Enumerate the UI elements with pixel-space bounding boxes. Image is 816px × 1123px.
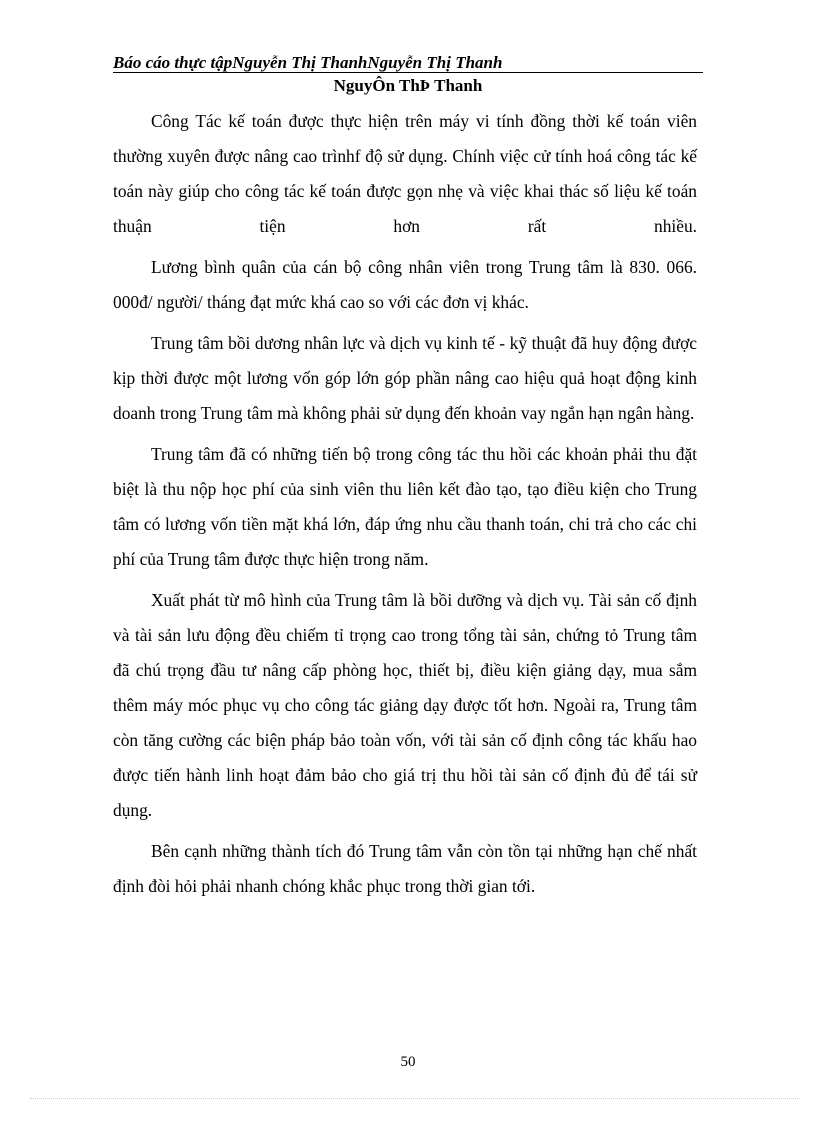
page-bottom-divider	[30, 1098, 800, 1099]
header-author: NguyÔn ThÞ Thanh	[333, 76, 483, 95]
paragraph-6: Bên cạnh những thành tích đó Trung tâm vẫn còn tồn tại những hạn chế nhất định đòi hỏi phải nhanh chóng khắc phục trong thời gian tới.	[113, 841, 697, 896]
page-header	[113, 54, 703, 73]
paragraph-4: Trung tâm đã có những tiến bộ trong công tác thu hồi các khoản phải thu đặt biệt là thu nộp học phí của sinh viên thu liên kết đào tạo, tạo điều kiện cho Trung tâm có lương vốn tiền mặt khá lớn, đáp ứng nhu cầu thanh toán, chi trả cho các chi phí của Trung tâm được thực hiện trong năm.	[113, 444, 697, 569]
paragraph-1: Công Tác kế toán được thực hiện trên máy vi tính đồng thời kế toán viên thường xuyên được nâng cao trìnhf độ sử dụng. Chính việc cử tính hoá công tác kế toán này giúp cho công tác kế toán được gọn nhẹ và việc khai thác số liệu kế toán thuận tiện hơn rất nhiều.	[113, 111, 697, 236]
body-text	[113, 104, 697, 910]
paragraph-5: Xuất phát từ mô hình của Trung tâm là bồi dưỡng và dịch vụ. Tài sản cố định và tài sản lưu động đều chiếm tỉ trọng cao trong tổng tài sản, chứng tỏ Trung tâm đã chú trọng đầu tư nâng cấp phòng học, thiết bị, điều kiện giảng dạy, mua sắm thêm máy móc phục vụ cho công tác giảng dạy được tốt hơn. Ngoài ra, Trung tâm còn tăng cường các biện pháp bảo toàn vốn, với tài sản cố định công tác khấu hao được tiến hành linh hoạt đảm bảo cho giá trị thu hồi tài sản cố định đủ để tái sử dụng.	[113, 590, 697, 820]
page-number: 50	[400, 1054, 416, 1070]
paragraph-3: Trung tâm bồi dương nhân lực và dịch vụ kinh tế - kỹ thuật đã huy động được kịp thời được một lương vốn góp lớn góp phần nâng cao hiệu quả hoạt động kinh doanh trong Trung tâm mà không phải sử dụng đến khoản vay ngắn hạn ngân hàng.	[113, 333, 697, 423]
header-title: Báo cáo thực tậpNguyễn Thị ThanhNguyễn Thị Thanh	[113, 53, 503, 72]
paragraph-2: Lương bình quân của cán bộ công nhân viên trong Trung tâm là 830. 066. 000đ/ người/ tháng đạt mức khá cao so với các đơn vị khác.	[113, 257, 697, 312]
